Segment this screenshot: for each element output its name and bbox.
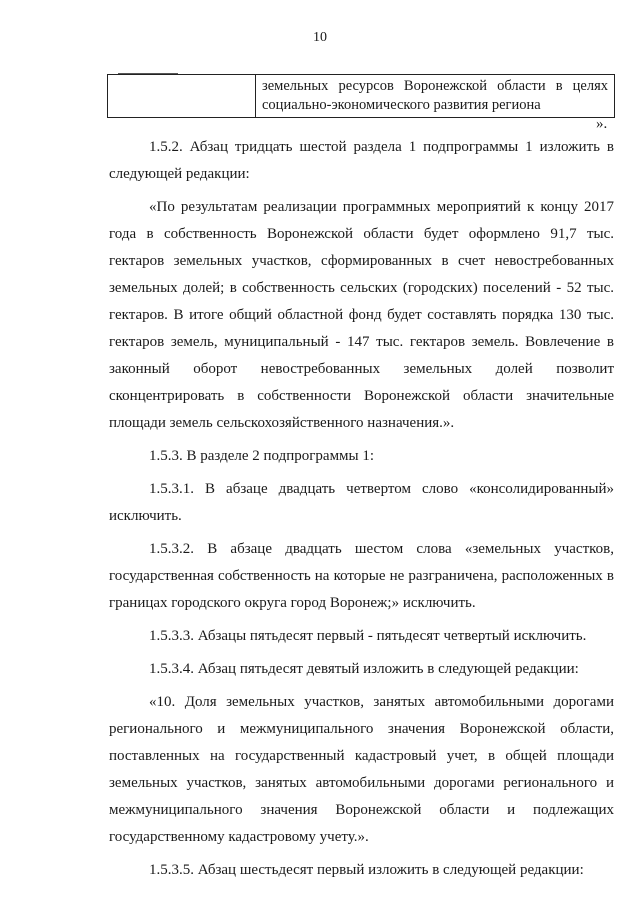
paragraph: 1.5.3.4. Абзац пятьдесят девятый изложить в следующей редакции: [149,661,579,677]
paragraph: 1.5.3.1. В абзаце двадцать четвертом слово «консолидированный» исключить. [109,481,614,524]
continuation-table [107,74,615,118]
quote-close: ». [596,116,608,132]
paragraph: 1.5.2. Абзац тридцать шестой раздела 1 подпрограммы 1 изложить в следующей редакции: [109,139,614,182]
paragraph: 1.5.3.5. Абзац шестьдесят первый изложить в следующей редакции: [149,862,584,878]
table-cell-line: земельных ресурсов Воронежской области в целях [262,78,608,94]
paragraph: 1.5.3.2. В абзаце двадцать шестом слова «земельных участков, государственная собственность на которые не разграничена, расположенных в границах городского округа город Воронеж;» исключить. [109,541,614,611]
table-cell-left [108,75,256,118]
paragraph: 1.5.3.3. Абзацы пятьдесят первый - пятьдесят четвертый исключить. [149,628,587,644]
paragraph: «По результатам реализации программных мероприятий к концу 2017 года в собственность Воронежской области будет оформлено 91,7 тыс. гектаров земельных участков, сформированных в счет невостребованных земельных долей; в собственность сельских (городских) поселений - 52 тыс. гектаров. В итоге общий областной фонд будет составлять порядка 130 тыс. гектаров земель, муниципальный - 147 тыс. гектаров земель. Вовлечение в законный оборот невостребованных земельных долей позволит сконцентрировать в собственности Воронежской области значительные площади земель сельскохозяйственного назначения.». [109,199,614,431]
table-cell-line: социально-экономического развития региона [262,97,541,113]
paragraph: «10. Доля земельных участков, занятых автомобильными дорогами регионального и межмуниципального значения Воронежской области, поставленных на государственный кадастровый учет, в общей площади земельных участков, занятых автомобильными дорогами регионального и межмуниципального значения Воронежской области и подлежащих государственному кадастровому учету.». [109,694,614,845]
page-number: 10 [313,30,327,45]
document-body [109,134,614,890]
table-cell-right [256,75,615,118]
paragraph: 1.5.3. В разделе 2 подпрограммы 1: [149,448,375,464]
table-row [108,75,615,118]
